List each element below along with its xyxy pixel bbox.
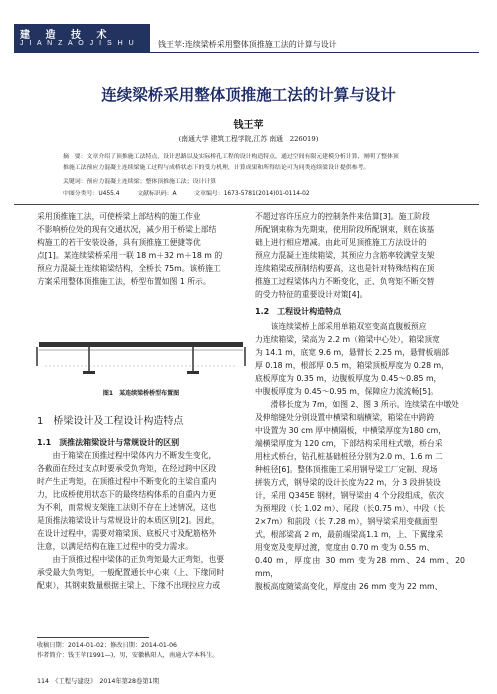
journal-name: 建 造 技 术 xyxy=(20,30,113,41)
journal-pinyin: J I A N Z A O J I S H U xyxy=(20,40,136,47)
text-line: 及伸缩缝处分别设置中横梁和端横梁，箱梁在中跨跨 xyxy=(255,413,435,422)
text-line: 中设置为 30 cm 厚中横隔板，中横梁厚度为180 cm， xyxy=(255,426,447,435)
text-line: 端横梁厚度为 120 cm，下部结构采用柱式墩，桥台采 xyxy=(255,439,443,448)
text-line: 是顶推法箱梁设计与常规设计的本质区别[2]。因此， xyxy=(37,516,220,525)
figure-caption: 图1 某连续梁桥桥型布置图 xyxy=(102,390,180,397)
received-date: 收稿日期：2014-01-02；修改日期：2014-01-06 xyxy=(37,642,177,649)
text-line: 构施工的若干安装设备，具有顶推施工便捷等优 xyxy=(37,238,201,247)
text-line: 用变宽及变厚过渡，宽度由 0.70 m 变为 0.55 m、 xyxy=(255,543,435,552)
text-line: 中腹板厚度为 0.45～0.95 m，保障应力流流畅[5]。 xyxy=(255,387,439,396)
text-line: 为预埋段（长 1.02 m）、尾段（长0.75 m）、中段（长 xyxy=(255,504,445,513)
author: 钱王苹 xyxy=(233,120,264,131)
header-rule xyxy=(14,52,479,53)
text-line: 承受最大负弯矩，一般配置通长中心束（上、下缘同时 xyxy=(37,568,225,577)
text-line: 滑移长度为 7m，如图 2、图 3 所示。连续梁在中墩处 xyxy=(255,400,459,409)
text-line: 式，根部梁高 2 m，最前端梁高1.1 m，上、下翼缘采 xyxy=(255,530,444,539)
text-line: 由于顶推过程中梁体的正负弯矩最大正弯矩，也要 xyxy=(37,555,225,564)
text-line: 预应力混凝土连续箱梁结构，全桥长 75m。该桥施工 xyxy=(37,264,221,273)
footnote xyxy=(37,641,247,661)
section-heading: 1 桥梁设计及工程设计构造特点 xyxy=(37,416,184,427)
text-line: 推施工过程梁体内力不断变化，正、负弯矩不断交替 xyxy=(255,277,435,286)
intro-paragraph xyxy=(37,210,245,288)
text-line: 腹板高度随梁高变化，厚度由 26 mm 变为 22 mm、 xyxy=(255,582,443,591)
text-line: 为不利，而常规支架施工法则不存在上述情况，这也 xyxy=(37,503,217,512)
text-line: 础上进行相应增减。由此可见顶推施工方法设计的 xyxy=(255,238,427,247)
text-line: 预应力混凝土连续箱梁，其预应力含筋率较满堂支架 xyxy=(255,251,435,260)
text-line: 点[1]。某连续梁桥采用一联 18 m＋32 m＋18 m 的 xyxy=(37,251,223,260)
text-line: 各截面在经过支点时要承受负弯矩，在经过跨中区段 xyxy=(37,464,217,473)
text-line: 2×7m）和前段（长 7.28 m），钢导梁采用变截面型 xyxy=(255,517,438,526)
affiliation: (南通大学 建筑工程学院,江苏 南通 226019) xyxy=(178,135,319,143)
bridge-layout-figure xyxy=(35,336,247,378)
text-line: 在设计过程中，需要对箱梁顶、底板尺寸及配筋格外 xyxy=(37,529,217,538)
text-line: 该连续梁桥上部采用单箱双室变高直腹板预应 xyxy=(255,322,427,331)
subsection-heading: 1.1 顶推法箱梁设计与常规设计的区别 xyxy=(37,438,180,447)
classification: 中图分类号：U455.4 文献标识码：A 文章编号：1673-5781(2014)01-0114-02 xyxy=(63,191,310,197)
design-paragraph xyxy=(255,320,465,593)
running-title: 钱王苹:连续梁桥采用整体顶推施工法的计算与设计 xyxy=(158,40,337,49)
journal-banner xyxy=(14,24,150,52)
text-line: 用柱式桥台，钻孔桩基础桩径分别为2.0 m、1.6 m 二 xyxy=(255,452,443,461)
text-line: 的受力特征的重要设计对策[4]。 xyxy=(255,290,368,299)
text-line: 不超过容许压应力的控制条件来估算[3]。施工阶段 xyxy=(255,212,430,221)
text-line: 力连续箱梁，梁高为 2.2 m（箱梁中心处），箱梁顶宽 xyxy=(255,335,440,344)
abstract-line: 推施工法预应力混凝土连续梁施工过程与成桥状态下的受力机理，计算成果和所得结论可为同类连续梁设计提供参考。 xyxy=(63,165,370,171)
text-line: 注意，以满足结构在施工过程中的受力需求。 xyxy=(37,542,193,551)
text-line: 拼装方式，钢导梁的设计长度为22 m，分 3 段拼装设 xyxy=(255,478,441,487)
article-title: 连续梁桥采用整体顶推施工法的计算与设计 xyxy=(101,86,396,104)
text-line: 0.40 m，厚度由 30 mm 变为28 mm、24 mm、20 mm， xyxy=(255,556,465,578)
text-line: 不影响桥位处的现有交通状况，减少用于桥梁上部结 xyxy=(37,225,217,234)
text-line: 为 14.1 m，底宽 9.6 m，悬臂长 2.25 m，悬臂板端部 xyxy=(255,348,449,357)
abstract-line: 摘 要：文章介绍了顶推施工法特点，设计思路以及实际桥孔工程的设计构造特点，通过空间有限元建模分析计算，阐明了整体顶 xyxy=(63,154,399,160)
page-footer: 114 《工程与建设》 2014年第28卷第1期 xyxy=(37,678,159,685)
text-line: 厚 0.18 m，根部厚 0.5 m，箱梁顶板厚度为 0.28 m， xyxy=(255,361,449,370)
keywords: 关键词：预应力混凝土连续梁；整体顶推施工法；设计计算 xyxy=(63,179,217,185)
text-line: 所配钢束称为先期束，使用阶段所配钢束，则在该基 xyxy=(255,225,435,234)
footnote-rule xyxy=(37,637,149,638)
section-paragraph xyxy=(37,449,245,592)
abstract-rule xyxy=(14,204,479,205)
text-line: 采用顶推施工法，可使桥梁上部结构的施工作业 xyxy=(37,212,201,221)
subsection-heading: 1.2 工程设计构造特点 xyxy=(255,307,342,316)
text-line: 时产生正弯矩，在顶推过程中不断变化的主梁自重内 xyxy=(37,477,217,486)
text-line: 由于箱梁在顶推过程中梁体内力不断发生变化， xyxy=(37,451,217,460)
text-line: 种桩径[6]。整体顶推施工采用钢导梁工厂定制、现场 xyxy=(255,465,438,474)
author-bio: 作者简介：钱王苹(1991—)，男，安徽枞阳人，南通大学本科生。 xyxy=(37,652,219,659)
paragraph-continued xyxy=(255,210,465,301)
text-line: 力，比成桥使用状态下的最终结构体系的自重内力更 xyxy=(37,490,217,499)
text-line: 配束），其钢束数量根据主梁上、下缘不出现拉应力或 xyxy=(37,581,221,590)
text-line: 连续箱梁或预制结构要高，这也是针对特殊结构在顶 xyxy=(255,264,435,273)
text-line: 计，采用 Q345E 钢材，钢导梁由 4 个分段组成，依次 xyxy=(255,491,444,500)
text-line: 方案采用整体顶推施工法，桥型布置如图 1 所示。 xyxy=(37,277,211,286)
text-line: 底板厚度为 0.35 m，边腹板厚度为 0.45～0.85 m， xyxy=(255,374,442,383)
